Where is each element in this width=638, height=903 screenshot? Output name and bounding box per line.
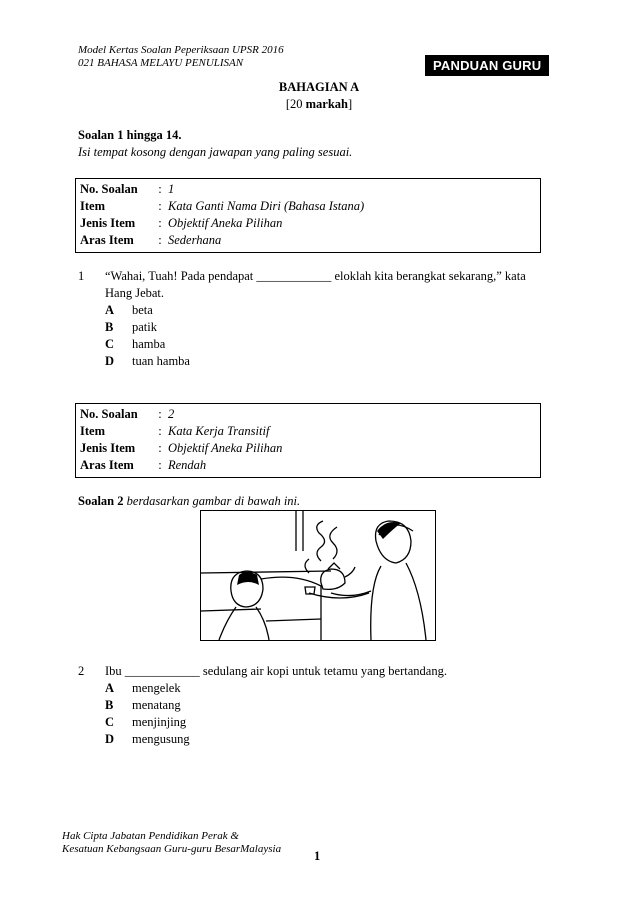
option-d[interactable]: D mengusung <box>105 732 190 746</box>
info-value-aras: Rendah <box>168 458 207 472</box>
info-value-item: Kata Kerja Transitif <box>168 424 270 438</box>
question-2-stem: Ibu ____________ sedulang air kopi untuk tetamu yang bertandang. <box>105 664 447 678</box>
question-number-2: 2 <box>78 664 85 678</box>
exam-title: Model Kertas Soalan Peperiksaan UPSR 2016 <box>78 44 284 56</box>
illustration-mother-serving-coffee <box>200 510 436 641</box>
info-value-aras: Sederhana <box>168 233 222 247</box>
question-2-options <box>105 680 190 748</box>
info-label-aras: Aras Item <box>80 233 134 247</box>
info-value-no: 2 <box>168 407 175 421</box>
illustration-drawing <box>201 511 435 640</box>
question-number-1: 1 <box>78 269 85 283</box>
info-value-jenis: Objektif Aneka Pilihan <box>168 216 283 230</box>
option-d[interactable]: D tuan hamba <box>105 354 190 368</box>
instruction-text: Isi tempat kosong dengan jawapan yang paling sesuai. <box>78 145 353 159</box>
option-a[interactable]: A mengelek <box>105 681 181 695</box>
info-value-jenis: Objektif Aneka Pilihan <box>168 441 283 455</box>
option-c[interactable]: C menjinjing <box>105 715 187 729</box>
question-range: Soalan 1 hingga 14. <box>78 128 182 142</box>
option-a[interactable]: A beta <box>105 303 153 317</box>
copyright-line-1: Hak Cipta Jabatan Pendidikan Perak & <box>62 830 239 842</box>
section-title: BAHAGIAN A <box>278 80 360 94</box>
info-label-jenis: Jenis Item <box>80 216 136 230</box>
info-value-item: Kata Ganti Nama Diri (Bahasa Istana) <box>168 199 365 213</box>
option-b[interactable]: B menatang <box>105 698 181 712</box>
teacher-guide-badge: PANDUAN GURU <box>425 55 549 76</box>
section-marks: [20 markah] <box>285 97 353 111</box>
question-1-options <box>105 302 190 370</box>
info-label-item: Item <box>80 199 105 213</box>
info-label-no: No. Soalan <box>80 182 138 196</box>
question-info-box-2: No. Soalan : 2 Item : Kata Kerja Transitif Jenis Item : Objektif Aneka Pilihan Aras Item : Rendah <box>75 403 541 478</box>
info-value-no: 1 <box>168 182 175 196</box>
copyright-line-2: Kesatuan Kebangsaan Guru-guru BesarMalaysia <box>62 843 282 855</box>
question-info-box-1: No. Soalan : 1 Item : Kata Ganti Nama Diri (Bahasa Istana) Jenis Item : Objektif Aneka Pilihan Aras Item : Sederhana <box>75 178 541 253</box>
option-b[interactable]: B patik <box>105 320 157 334</box>
option-c[interactable]: C hamba <box>105 337 166 351</box>
question-2-intro: Soalan 2 berdasarkan gambar di bawah ini. <box>78 494 301 508</box>
subject-code: 021 BAHASA MELAYU PENULISAN <box>78 57 244 69</box>
question-1-stem: “Wahai, Tuah! Pada pendapat ____________ eloklah kita berangkat sekarang,” kata Hang Jebat. <box>105 269 526 300</box>
page-number: 1 <box>314 849 321 863</box>
